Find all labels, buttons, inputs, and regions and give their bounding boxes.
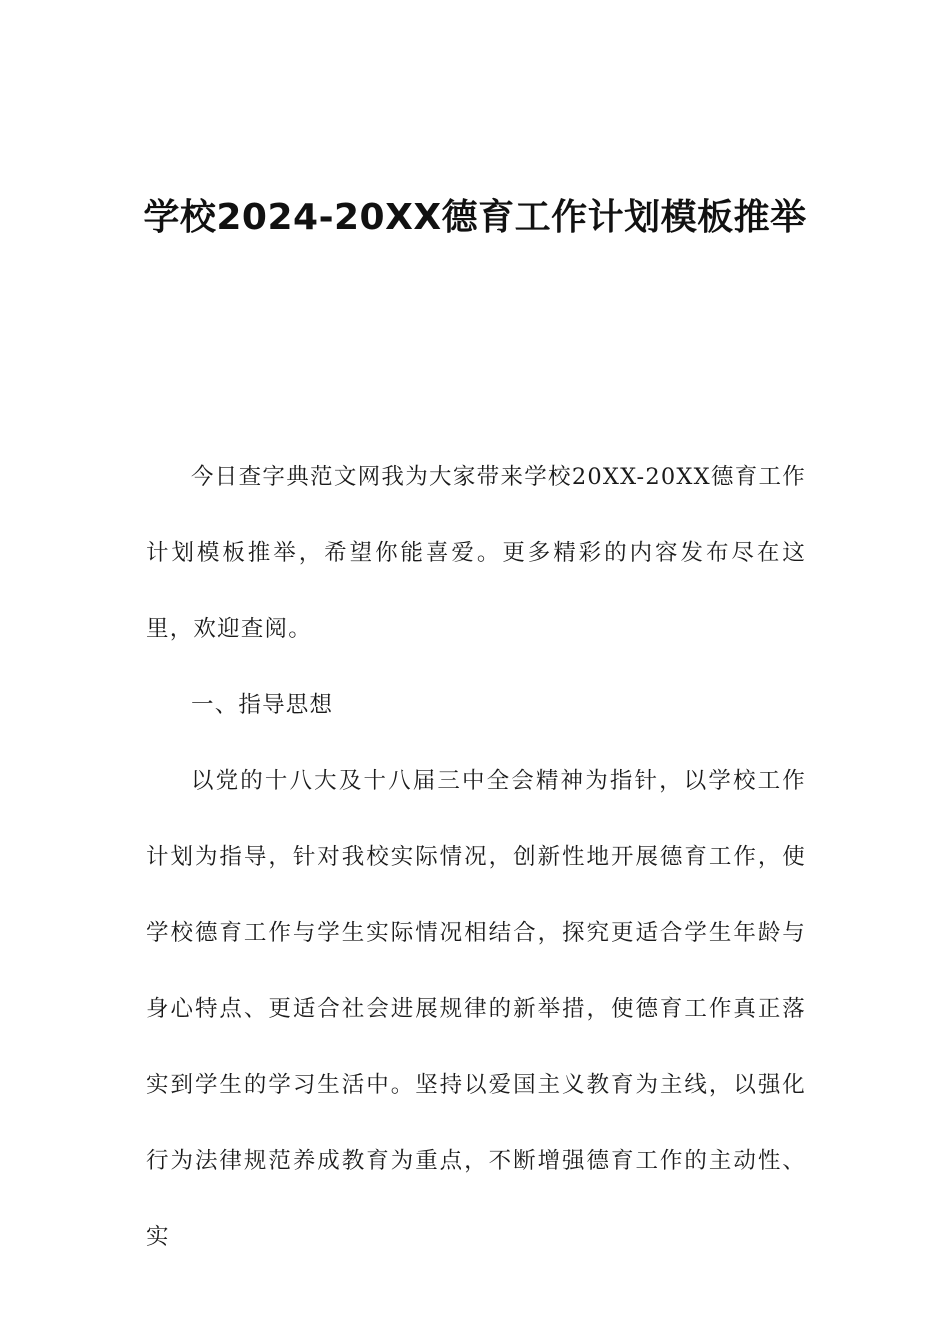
section-heading-guiding-ideology: 一、指导思想: [191, 692, 334, 718]
guiding-ideology-paragraph: 以党的十八大及十八届三中全会精神为指针，以学校工作计划为指导，针对我校实际情况，创新性地开展德育工作，使学校德育工作与学生实际情况相结合，探究更适合学生年龄与身心特点、更适合社会进展规律的新举措，使德育工作真正落实到学生的学习生活中。坚持以爱国主义教育为主线，以强化行为法律规范养成教育为重点，不断增强德育工作的主动性、实: [146, 768, 806, 1250]
document-title: 学校2024-20XX德育工作计划模板推举: [143, 197, 807, 238]
intro-paragraph: 今日查字典范文网我为大家带来学校20XX-20XX德育工作计划模板推举，希望你能喜爱。更多精彩的内容发布尽在这里，欢迎查阅。: [146, 464, 806, 642]
document-body: [146, 439, 806, 1275]
